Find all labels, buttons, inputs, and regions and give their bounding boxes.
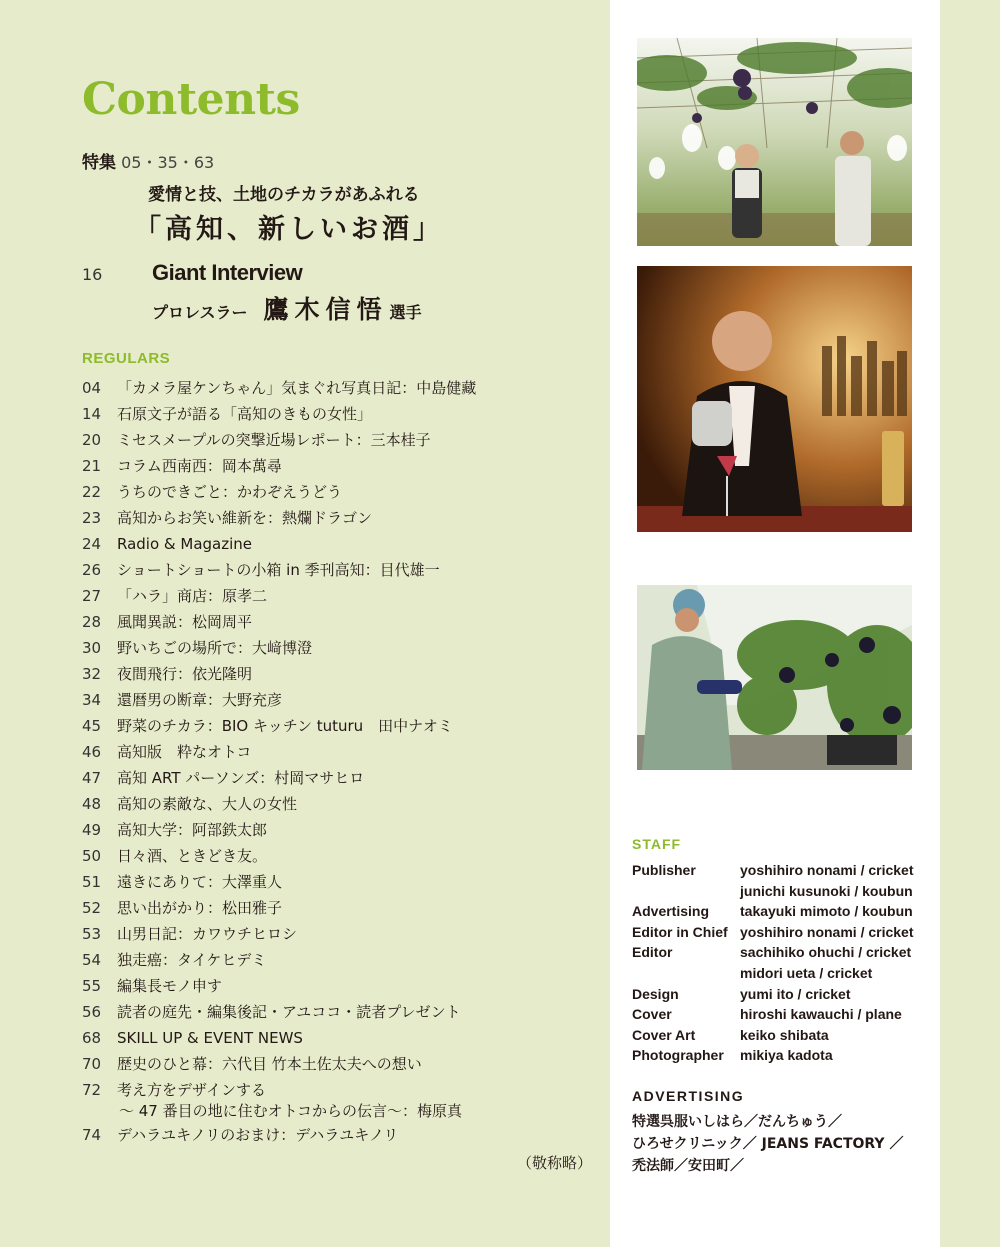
regulars-item-text — [117, 455, 282, 481]
regulars-item-page: 74 — [82, 1126, 102, 1144]
staff-row — [632, 862, 914, 883]
regulars-item-text — [117, 819, 267, 845]
regulars-item[interactable] — [82, 715, 602, 741]
regulars-item[interactable] — [82, 481, 602, 507]
regulars-item-text — [117, 559, 440, 585]
staff-role: Photographer — [632, 1047, 724, 1064]
staff-row — [632, 1047, 914, 1068]
regulars-item-page: 51 — [82, 873, 102, 891]
regulars-item-page: 20 — [82, 431, 102, 449]
staff-row — [632, 903, 914, 924]
regulars-item-text — [117, 611, 252, 637]
regulars-item-text — [117, 1027, 303, 1053]
regulars-item[interactable] — [82, 871, 602, 897]
regulars-item-text — [117, 663, 252, 689]
regulars-item-text — [117, 403, 372, 429]
regulars-item-text — [117, 871, 282, 897]
regulars-item-text — [117, 481, 342, 507]
regulars-item-page: 14 — [82, 405, 102, 423]
regulars-item-page: 49 — [82, 821, 102, 839]
regulars-item-page: 34 — [82, 691, 102, 709]
staff-role: Advertising — [632, 903, 710, 920]
regulars-item-title: 石原文子が語る「高知のきもの女性」 — [117, 405, 373, 423]
regulars-item-title: うちのできごと：かわぞえうどう — [117, 483, 343, 501]
staff-row — [632, 883, 914, 904]
regulars-item[interactable] — [82, 897, 602, 923]
regulars-item-page: 32 — [82, 665, 102, 683]
bartender-photo — [637, 266, 912, 532]
regulars-item-title: 思い出がかり：松田雅子 — [117, 899, 283, 917]
staff-name: hiroshi kawauchi / plane — [740, 1006, 902, 1023]
staff-role: Editor — [632, 944, 673, 961]
regulars-item-subtitle: ～ 47 番目の地に住むオトコからの伝言～：梅原真 — [119, 1102, 463, 1120]
staff-table — [632, 862, 914, 1068]
vineyard-photo — [637, 38, 912, 246]
regulars-item-title: 野菜のチカラ：BIO キッチン tuturu 田中ナオミ — [117, 717, 453, 735]
regulars-item-title: 高知版 粋なオトコ — [117, 743, 252, 761]
page-title: Contents — [82, 74, 300, 125]
regulars-item-title: 山男日記：カワウチヒロシ — [117, 925, 298, 943]
advertising-list — [632, 1111, 903, 1177]
staff-row — [632, 986, 914, 1007]
regulars-item-title: 考え方をデザインする — [117, 1081, 266, 1099]
regulars-item-page: 22 — [82, 483, 102, 501]
regulars-item-text — [117, 585, 267, 611]
regulars-item-title: 「カメラ屋ケンちゃん」気まぐれ写真日記：中島健藏 — [117, 379, 477, 397]
feature-label — [82, 148, 214, 173]
regulars-item-title: 「ハラ」商店：原孝二 — [117, 587, 268, 605]
regulars-item[interactable] — [82, 845, 602, 871]
regulars-item-page: 46 — [82, 743, 102, 761]
regulars-item-text — [117, 377, 476, 403]
staff-name: junichi kusunoki / koubun — [740, 882, 913, 899]
regulars-item-title: 風聞異説：松岡周平 — [117, 613, 253, 631]
regulars-item-title: ミセスメープルの突撃近場レポート：三本桂子 — [117, 431, 431, 449]
regulars-item-page: 68 — [82, 1029, 102, 1047]
regulars-item-text — [117, 533, 252, 559]
feature-subtitle: 愛情と技、土地のチカラがあふれる — [148, 185, 420, 205]
regulars-item[interactable] — [82, 689, 602, 715]
regulars-item-page: 30 — [82, 639, 102, 657]
regulars-item-text — [117, 715, 453, 741]
staff-role: Cover — [632, 1006, 672, 1023]
regulars-item-page: 28 — [82, 613, 102, 631]
honorifics-note: （敬称略） — [517, 1154, 593, 1172]
giant-interview-page: 16 — [82, 265, 103, 284]
regulars-item-title: Radio & Magazine — [117, 535, 253, 553]
regulars-item[interactable] — [82, 507, 602, 533]
regulars-item-page: 52 — [82, 899, 102, 917]
regulars-item-page: 24 — [82, 535, 102, 553]
staff-row — [632, 1027, 914, 1048]
regulars-item[interactable] — [82, 455, 602, 481]
regulars-item-text — [117, 507, 372, 533]
staff-heading: STAFF — [632, 836, 682, 852]
staff-name: takayuki mimoto / koubun — [740, 903, 913, 920]
regulars-item-title: 野いちごの場所で：大﨑博澄 — [117, 639, 313, 657]
regulars-item-page: 26 — [82, 561, 102, 579]
grape-harvest-photo — [637, 585, 912, 770]
regulars-item-text — [117, 429, 431, 455]
regulars-item[interactable] — [82, 767, 602, 793]
staff-role: Publisher — [632, 862, 696, 878]
advertiser-line: ひろせクリニック／ JEANS FACTORY ／ — [632, 1136, 904, 1152]
regulars-item-page: 54 — [82, 951, 102, 969]
staff-role: Design — [632, 985, 679, 1002]
regulars-item[interactable] — [82, 1027, 602, 1053]
regulars-item[interactable] — [82, 975, 602, 1001]
regulars-item-page: 48 — [82, 795, 102, 813]
feature-label-text: 特集 — [82, 153, 116, 173]
regulars-item-text — [117, 949, 266, 975]
regulars-item-page: 23 — [82, 509, 102, 527]
regulars-item-title: 夜間飛行：依光隆明 — [117, 665, 253, 683]
regulars-item-title: 独走癌：タイケヒデミ — [117, 951, 267, 969]
regulars-item-text — [117, 637, 312, 663]
regulars-item[interactable] — [82, 585, 602, 611]
regulars-heading: REGULARS — [82, 350, 171, 367]
regulars-item-page: 45 — [82, 717, 102, 735]
regulars-item-page: 55 — [82, 977, 102, 995]
giant-interview-suffix: 選手 — [389, 303, 422, 322]
regulars-item-text — [117, 793, 297, 819]
regulars-item-text — [117, 897, 282, 923]
staff-row — [632, 965, 914, 986]
regulars-item-page: 70 — [82, 1055, 102, 1073]
giant-interview-subject — [152, 290, 422, 326]
regulars-item-title: 遠きにありて：大澤重人 — [117, 873, 283, 891]
regulars-item[interactable] — [82, 637, 602, 663]
advertiser-line: 禿法師／安田町／ — [632, 1158, 744, 1174]
regulars-item[interactable] — [82, 1079, 602, 1124]
regulars-item[interactable] — [82, 1001, 602, 1027]
staff-row — [632, 924, 914, 945]
regulars-item-page: 53 — [82, 925, 102, 943]
staff-name: mikiya kadota — [740, 1047, 833, 1064]
regulars-list — [82, 377, 602, 1150]
regulars-item-title: 高知からお笑い維新を：熱爛ドラゴン — [117, 509, 373, 527]
staff-name: yumi ito / cricket — [740, 985, 851, 1002]
regulars-item[interactable] — [82, 819, 602, 845]
regulars-item-title: ショートショートの小箱 in 季刊高知：目代雄一 — [117, 561, 440, 579]
regulars-item[interactable] — [82, 429, 602, 455]
regulars-item-text — [117, 1053, 422, 1079]
regulars-item-text — [117, 923, 297, 949]
regulars-item-title: 還暦男の断章：大野充彦 — [117, 691, 283, 709]
staff-row — [632, 1006, 914, 1027]
side-strip — [940, 0, 1000, 1247]
staff-role — [632, 965, 740, 986]
regulars-item-title: 高知 ART パーソンズ：村岡マサヒロ — [117, 769, 365, 787]
regulars-item[interactable] — [82, 1124, 602, 1150]
regulars-item-text — [117, 741, 251, 767]
staff-name: yoshihiro nonami / cricket — [740, 923, 914, 940]
regulars-item-page: 04 — [82, 379, 102, 397]
feature-pages: 05・35・63 — [121, 153, 215, 172]
giant-interview-title[interactable]: Giant Interview — [152, 260, 303, 285]
regulars-item-text — [117, 1079, 462, 1124]
regulars-item-title: デハラユキノリのおまけ：デハラユキノリ — [117, 1126, 399, 1144]
staff-name: yoshihiro nonami / cricket — [740, 862, 914, 878]
feature-title[interactable]: 「高知、新しいお酒」 — [134, 214, 444, 245]
regulars-item[interactable] — [82, 403, 602, 429]
regulars-item-text — [117, 767, 364, 793]
regulars-item[interactable] — [82, 611, 602, 637]
regulars-item-title: 編集長モノ申す — [117, 977, 222, 995]
regulars-item-text — [117, 1001, 461, 1027]
regulars-item-title: 高知大学：阿部鉄太郎 — [117, 821, 268, 839]
regulars-item[interactable] — [82, 377, 602, 403]
staff-name: keiko shibata — [740, 1026, 829, 1043]
regulars-item[interactable] — [82, 559, 602, 585]
staff-name: sachihiko ohuchi / cricket — [740, 944, 912, 961]
staff-role: Cover Art — [632, 1026, 696, 1043]
giant-interview-name: 鷹木信悟 — [263, 295, 388, 324]
regulars-item-page: 47 — [82, 769, 102, 787]
advertising-heading: ADVERTISING — [632, 1088, 745, 1104]
regulars-item-title: 日々酒、ときどき友。 — [117, 847, 268, 865]
regulars-item-title: 高知の素敵な、大人の女性 — [117, 795, 298, 813]
staff-role — [632, 883, 740, 904]
regulars-item-title: SKILL UP & EVENT NEWS — [117, 1029, 303, 1047]
regulars-item[interactable] — [82, 741, 602, 767]
regulars-item-text — [117, 845, 267, 871]
regulars-item-title: コラム西南西：岡本萬尋 — [117, 457, 282, 475]
staff-role: Editor in Chief — [632, 923, 728, 940]
giant-interview-role: プロレスラー — [152, 303, 248, 322]
regulars-item-text — [117, 689, 282, 715]
regulars-item-title: 読者の庭先・編集後記・アユココ・読者プレゼント — [117, 1003, 461, 1021]
advertiser-line: 特選呉服いしはら／だんちゅう／ — [632, 1114, 842, 1130]
staff-row — [632, 944, 914, 965]
regulars-item-page: 27 — [82, 587, 102, 605]
regulars-item-page: 56 — [82, 1003, 102, 1021]
staff-name: midori ueta / cricket — [740, 964, 873, 981]
regulars-item-text — [117, 1124, 398, 1150]
regulars-item[interactable] — [82, 533, 602, 559]
regulars-item-page: 21 — [82, 457, 102, 475]
regulars-item[interactable] — [82, 1053, 602, 1079]
regulars-item-page: 72 — [82, 1081, 102, 1099]
regulars-item[interactable] — [82, 923, 602, 949]
regulars-item-text — [117, 975, 222, 1001]
regulars-item[interactable] — [82, 949, 602, 975]
regulars-item[interactable] — [82, 793, 602, 819]
regulars-item-title: 歴史のひと幕：六代目 竹本土佐太夫への想い — [117, 1055, 422, 1073]
regulars-item[interactable] — [82, 663, 602, 689]
regulars-item-page: 50 — [82, 847, 102, 865]
